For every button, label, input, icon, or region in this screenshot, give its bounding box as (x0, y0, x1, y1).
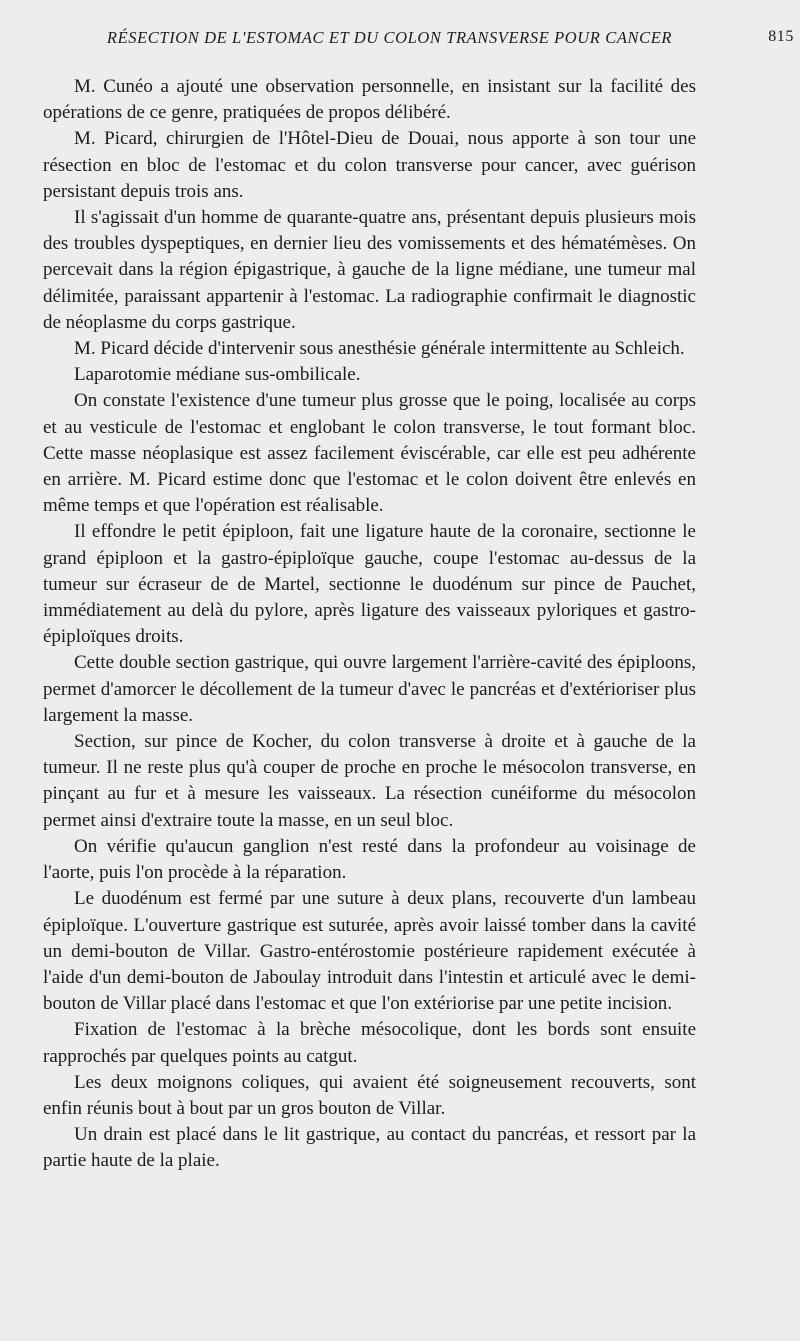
running-title: RÉSECTION DE L'ESTOMAC ET DU COLON TRANSVERSE POUR CANCER (106, 28, 673, 47)
running-header (43, 28, 794, 58)
paragraph: Section, sur pince de Kocher, du colon transverse à droite et à gauche de la tumeur. Il ne reste plus qu'à couper de proche en proche le mésocolon transverse, en pinçant au fur et à mesure les vaisseaux. La résection cunéiforme du mésocolon permet ainsi d'extraire toute la masse, en un seul bloc. (43, 731, 696, 831)
paragraph: Il effondre le petit épiploon, fait une ligature haute de la coronaire, sectionne le grand épiploon et la gastro-épiploïque gauche, coupe l'estomac au-dessus de la tumeur sur écraseur de de Martel, sectionne le duodénum sur pince de Pauchet, immédiatement au delà du pylore, après ligature des vaisseaux pyloriques et gastro-épiploïques droits. (43, 521, 696, 648)
paragraph: M. Picard, chirurgien de l'Hôtel-Dieu de Douai, nous apporte à son tour une résection en bloc de l'estomac et du colon transverse pour cancer, avec guérison persistant depuis trois ans. (43, 128, 696, 202)
paragraph: M. Picard décide d'intervenir sous anesthésie générale intermittente au Schleich. (74, 338, 685, 360)
paragraph: Laparotomie médiane sus-ombilicale. (74, 364, 361, 386)
paragraph: On constate l'existence d'une tumeur plus grosse que le poing, localisée au corps et au vesticule de l'estomac et englobant le colon transverse, le tout formant bloc. Cette masse néoplasique est assez facilement éviscérable, car elle est peu adhérente en arrière. M. Picard estime donc que l'estomac et le colon doivent être enlevés en même temps et que l'opération est réalisable. (43, 390, 696, 517)
body-text (43, 74, 696, 1175)
paragraph: Un drain est placé dans le lit gastrique, au contact du pancréas, et ressort par la partie haute de la plaie. (43, 1124, 696, 1172)
paragraph: Cette double section gastrique, qui ouvre largement l'arrière-cavité des épiploons, permet d'amorcer le décollement de la tumeur d'avec le pancréas et d'extérioriser plus largement la masse. (43, 652, 696, 726)
paragraph: Il s'agissait d'un homme de quarante-quatre ans, présentant depuis plusieurs mois des troubles dyspeptiques, en dernier lieu des vomissements et des hématémèses. On percevait dans la région épigastrique, à gauche de la ligne médiane, une tumeur mal délimitée, paraissant appartenir à l'estomac. La radiographie confirmait le diagnostic de néoplasme du corps gastrique. (43, 207, 696, 333)
paragraph: Les deux moignons coliques, qui avaient été soigneusement recouverts, sont enfin réunis bout à bout par un gros bouton de Villar. (43, 1071, 696, 1119)
paragraph: Le duodénum est fermé par une suture à deux plans, recouverte d'un lambeau épiploïque. L'ouverture gastrique est suturée, après avoir laissé tomber dans la cavité un demi-bouton de Villar. Gastro-entérostomie postérieure rapidement exécutée à l'aide d'un demi-bouton de Jaboulay introduit dans l'intestin et articulé avec le demi-bouton de Villar placé dans l'estomac et que l'on extériorise par une petite incision. (43, 888, 696, 1015)
page-number: 815 (768, 28, 794, 45)
paragraph: Fixation de l'estomac à la brèche mésocolique, dont les bords sont ensuite rapprochés par quelques points au catgut. (43, 1019, 696, 1067)
paragraph: M. Cunéo a ajouté une observation personnelle, en insistant sur la facilité des opérations de ce genre, pratiquées de propos délibéré. (43, 76, 696, 124)
paragraph: On vérifie qu'aucun ganglion n'est resté dans la profondeur au voisinage de l'aorte, puis l'on procède à la réparation. (43, 835, 696, 884)
